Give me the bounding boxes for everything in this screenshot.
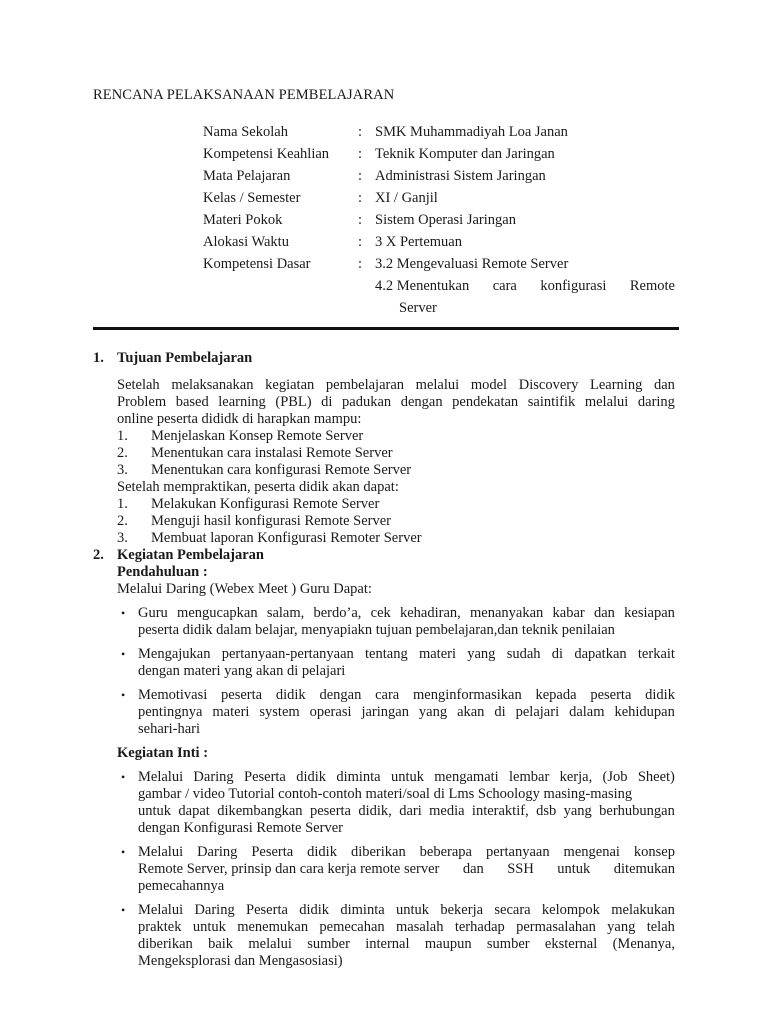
word: maupun [424, 936, 472, 952]
word: permasalahan [516, 919, 596, 935]
word: kepada [535, 687, 577, 703]
word: model [470, 377, 508, 393]
word: Guru [138, 605, 168, 621]
word: (PBL) [275, 394, 312, 410]
info-row-school [203, 121, 675, 143]
word: terhadap [454, 919, 505, 935]
word: (Menanya, [612, 936, 675, 952]
justified-line [138, 786, 675, 803]
justified-line [138, 936, 675, 953]
word: kesiapan [624, 605, 675, 621]
word: Peserta [246, 902, 288, 918]
word: based [175, 394, 209, 410]
word: media [429, 803, 465, 819]
info-label: Mata Pelajaran [203, 168, 291, 184]
info-value: 3 X Pertemuan [375, 234, 462, 250]
word: untuk [390, 769, 424, 785]
word: cara [375, 687, 400, 703]
numbered-item [93, 530, 675, 547]
word: dengan [319, 687, 362, 703]
bullet-item [93, 605, 675, 639]
word: tentang [365, 646, 408, 662]
word: mengucapkan [177, 605, 258, 621]
bullet-icon: • [121, 606, 126, 620]
word: pertanyaan-pertanyaan [221, 646, 354, 662]
word: yang [607, 919, 636, 935]
item-number: 1. [117, 496, 128, 512]
paragraph-line: sehari-hari [138, 721, 200, 737]
word: materi [418, 646, 456, 662]
word: diminta [340, 902, 385, 918]
word: daring [637, 394, 675, 410]
word: pentingnya [138, 704, 203, 720]
bullet-item [93, 902, 675, 970]
section-title: Kegiatan Pembelajaran [117, 547, 264, 563]
word: untuk [396, 902, 430, 918]
word: Peserta [251, 844, 294, 860]
info-label: Materi Pokok [203, 212, 283, 228]
info-value: Sistem Operasi Jaringan [375, 212, 516, 228]
info-row-class [203, 187, 675, 209]
word: Sheet) [637, 769, 675, 785]
word: dapat [178, 803, 210, 819]
word: mengamati [434, 769, 499, 785]
item-number: 3. [117, 462, 128, 478]
word: (Job [602, 769, 628, 785]
word: didik [645, 687, 675, 703]
numbered-item [93, 496, 675, 513]
info-label: Alokasi Waktu [203, 234, 289, 250]
bullet-icon: • [121, 845, 126, 859]
justified-line [138, 704, 675, 721]
word: dan [653, 377, 675, 393]
word: interaktif, [471, 803, 529, 819]
word: melalui [415, 377, 460, 393]
word: dengan [400, 394, 443, 410]
word: system [259, 704, 300, 720]
word: Melalui [138, 769, 184, 785]
word: telah [646, 919, 675, 935]
word: sudah [506, 646, 541, 662]
word: untuk [192, 919, 226, 935]
section-number: 1. [93, 350, 104, 366]
justified-line [138, 902, 675, 919]
info-row-subject [203, 165, 675, 187]
section-title: Tujuan Pembelajaran [117, 350, 253, 366]
word: pertanyaan [485, 844, 550, 860]
word: kabar [552, 605, 585, 621]
info-row-expertise [203, 143, 675, 165]
word: di [551, 646, 564, 662]
word: didik [299, 902, 330, 918]
info-row-time [203, 231, 675, 253]
word: menemukan [237, 919, 309, 935]
word: Problem [117, 394, 167, 410]
competency-4-2-continuation: Server [399, 300, 437, 316]
word: menginformasikan [413, 687, 522, 703]
word: lembar [509, 769, 550, 785]
justified-line [138, 605, 675, 622]
word: diminta [336, 769, 381, 785]
word: baik [208, 936, 234, 952]
word: dari [399, 803, 422, 819]
subheading-kegiatan-inti: Kegiatan Inti : [117, 745, 209, 761]
item-number: 1. [117, 428, 128, 444]
section-heading-tujuan [93, 350, 675, 367]
word: Mengajukan [138, 646, 211, 662]
word: Daring [193, 769, 234, 785]
word: diberikan [350, 844, 406, 860]
word: melaksanakan [171, 377, 254, 393]
word: Remote Server, prinsip dan cara kerja remote server [138, 861, 440, 877]
word: Daring [197, 844, 238, 860]
info-colon: : [358, 124, 363, 140]
word: yang [467, 646, 496, 662]
document-title: RENCANA PELAKSANAAN PEMBELAJARAN [93, 87, 395, 103]
item-number: 2. [117, 445, 128, 461]
bullet-icon: • [121, 903, 126, 917]
info-value: Administrasi Sistem Jaringan [375, 168, 546, 184]
word: melalui [248, 936, 292, 952]
word: cek [370, 605, 391, 621]
info-label: Nama Sekolah [203, 124, 288, 140]
item-text: Melakukan Konfigurasi Remote Server [151, 496, 380, 512]
word: jaringan [361, 704, 409, 720]
info-value: Teknik Komputer dan Jaringan [375, 146, 555, 162]
info-label: Kompetensi Keahlian [203, 146, 330, 162]
word: Daring [194, 902, 235, 918]
word: eksternal [544, 936, 598, 952]
document-body [93, 350, 675, 977]
word: Learning [589, 377, 643, 393]
item-text: Menjelaskan Konsep Remote Server [151, 428, 364, 444]
word: gambar / video Tutorial contoh-contoh materi/soal di Lms Schoology masing-masing [138, 786, 633, 802]
word: sumber [486, 936, 530, 952]
word: didik [275, 687, 306, 703]
word: kehadiran, [400, 605, 461, 621]
paragraph-line: Mengeksplorasi dan Mengasosiasi) [138, 953, 343, 969]
item-text: Menentukan cara konfigurasi Remote Server [151, 462, 412, 478]
word: Memotivasi [138, 687, 208, 703]
word: secara [494, 902, 531, 918]
paragraph-line: pemecahannya [138, 878, 225, 894]
numbered-item [93, 462, 675, 479]
info-colon: : [358, 168, 363, 184]
item-number: 2. [117, 513, 128, 529]
word: menanyakan [470, 605, 544, 621]
paragraph-line: online peserta dididk di harapkan mampu: [117, 411, 362, 427]
word: operasi [309, 704, 352, 720]
word: pemecahan [319, 919, 385, 935]
numbered-item [93, 513, 675, 530]
info-value: SMK Muhammadiyah Loa Janan [375, 124, 568, 140]
word: peserta [590, 687, 632, 703]
paragraph-line: dengan Konfigurasi Remote Server [138, 820, 343, 836]
numbered-item [93, 445, 675, 462]
bullet-item [93, 769, 675, 837]
bullet-item [93, 646, 675, 680]
word: di [494, 704, 506, 720]
word: diberikan [138, 936, 193, 952]
justified-line [138, 919, 675, 936]
section-number: 2. [93, 547, 104, 563]
item-text: Membuat laporan Konfigurasi Remoter Server [151, 530, 422, 546]
word: dsb [536, 803, 557, 819]
word: dikembangkan [217, 803, 303, 819]
word: sumber [307, 936, 350, 952]
paragraph-line: dengan materi yang akan di pelajari [138, 663, 346, 679]
word: masalah [395, 919, 444, 935]
info-row-topic [203, 209, 675, 231]
word: praktek [138, 919, 182, 935]
section-heading-kegiatan [93, 547, 675, 564]
bullet-icon: • [121, 770, 126, 784]
word: Melalui [138, 844, 184, 860]
subheading-pendahuluan: Pendahuluan : [117, 564, 208, 580]
word: internal [365, 936, 410, 952]
word: dan [462, 861, 484, 877]
bullet-item [93, 844, 675, 895]
word: pembelajaran [325, 377, 405, 393]
bullet-item [93, 687, 675, 738]
info-colon: : [358, 234, 363, 250]
paragraph-line: Melalui Daring (Webex Meet ) Guru Dapat: [117, 581, 372, 597]
horizontal-divider [93, 327, 679, 330]
justified-line [93, 394, 675, 411]
competency-4-2-line [375, 275, 675, 297]
justified-line [138, 646, 675, 663]
justified-line [138, 769, 675, 786]
word: Melalui [138, 902, 184, 918]
word: didik [296, 769, 326, 785]
word: saintifik [527, 394, 576, 410]
info-label: Kompetensi Dasar [203, 256, 311, 272]
info-colon: : [358, 256, 363, 272]
item-text: Menguji hasil konfigurasi Remote Server [151, 513, 392, 529]
word: yang [563, 803, 592, 819]
info-colon: : [358, 212, 363, 228]
word: 4.2 Menentukan [375, 278, 470, 294]
info-label: Kelas / Semester [203, 190, 301, 206]
word: kehidupan [614, 704, 675, 720]
identity-table [203, 121, 675, 319]
word: pelajari [515, 704, 560, 720]
item-number: 3. [117, 530, 128, 546]
word: learning [218, 394, 266, 410]
justified-line [138, 861, 675, 878]
word: salam, [266, 605, 305, 621]
word: didik [307, 844, 337, 860]
word: kerja, [559, 769, 593, 785]
word: beberapa [419, 844, 472, 860]
info-row-competency [203, 253, 675, 275]
word: kegiatan [265, 377, 315, 393]
word: didik, [358, 803, 392, 819]
info-row-competency-2 [203, 275, 675, 319]
word: mengenai [563, 844, 620, 860]
numbered-item [93, 428, 675, 445]
word: Discovery [518, 377, 579, 393]
word: peserta [309, 803, 351, 819]
info-value: XI / Ganjil [375, 190, 438, 206]
word: untuk [138, 803, 172, 819]
bullet-icon: • [121, 688, 126, 702]
word: cara [492, 278, 517, 294]
justified-line [138, 844, 675, 861]
word: Setelah [117, 377, 160, 393]
word: dapatkan [574, 646, 627, 662]
bullet-icon: • [121, 647, 126, 661]
paragraph-line: peserta didik dalam belajar, menyapiakn tujuan pembelajaran,dan teknik penilaian [138, 622, 615, 638]
info-value: 3.2 Mengevaluasi Remote Server [375, 256, 569, 272]
word: dan [593, 605, 615, 621]
word: Peserta [244, 769, 286, 785]
word: SSH [507, 861, 534, 877]
word: peserta [221, 687, 263, 703]
paragraph-line: Setelah mempraktikan, peserta didik akan dapat: [117, 479, 399, 495]
word: berhubungan [599, 803, 675, 819]
word: kelompok [541, 902, 600, 918]
justified-line [93, 377, 675, 394]
word: akan [457, 704, 485, 720]
word: materi [212, 704, 250, 720]
word: dalam [569, 704, 605, 720]
word: konsep [633, 844, 675, 860]
word: konfigurasi [540, 278, 607, 294]
word: terkait [637, 646, 675, 662]
item-text: Menentukan cara instalasi Remote Server [151, 445, 393, 461]
word: yang [418, 704, 448, 720]
word: ditemukan [613, 861, 675, 877]
word: untuk [557, 861, 591, 877]
word: melalui [584, 394, 629, 410]
word: di [321, 394, 333, 410]
word: bekerja [440, 902, 484, 918]
word: berdo’a, [313, 605, 362, 621]
justified-line [138, 803, 675, 820]
info-colon: : [358, 190, 363, 206]
competency-4-2 [375, 275, 675, 319]
word: melakukan [611, 902, 675, 918]
word: padukan [342, 394, 392, 410]
word: pendekatan [452, 394, 519, 410]
info-colon: : [358, 146, 363, 162]
justified-line [138, 687, 675, 704]
word: Remote [629, 278, 675, 294]
